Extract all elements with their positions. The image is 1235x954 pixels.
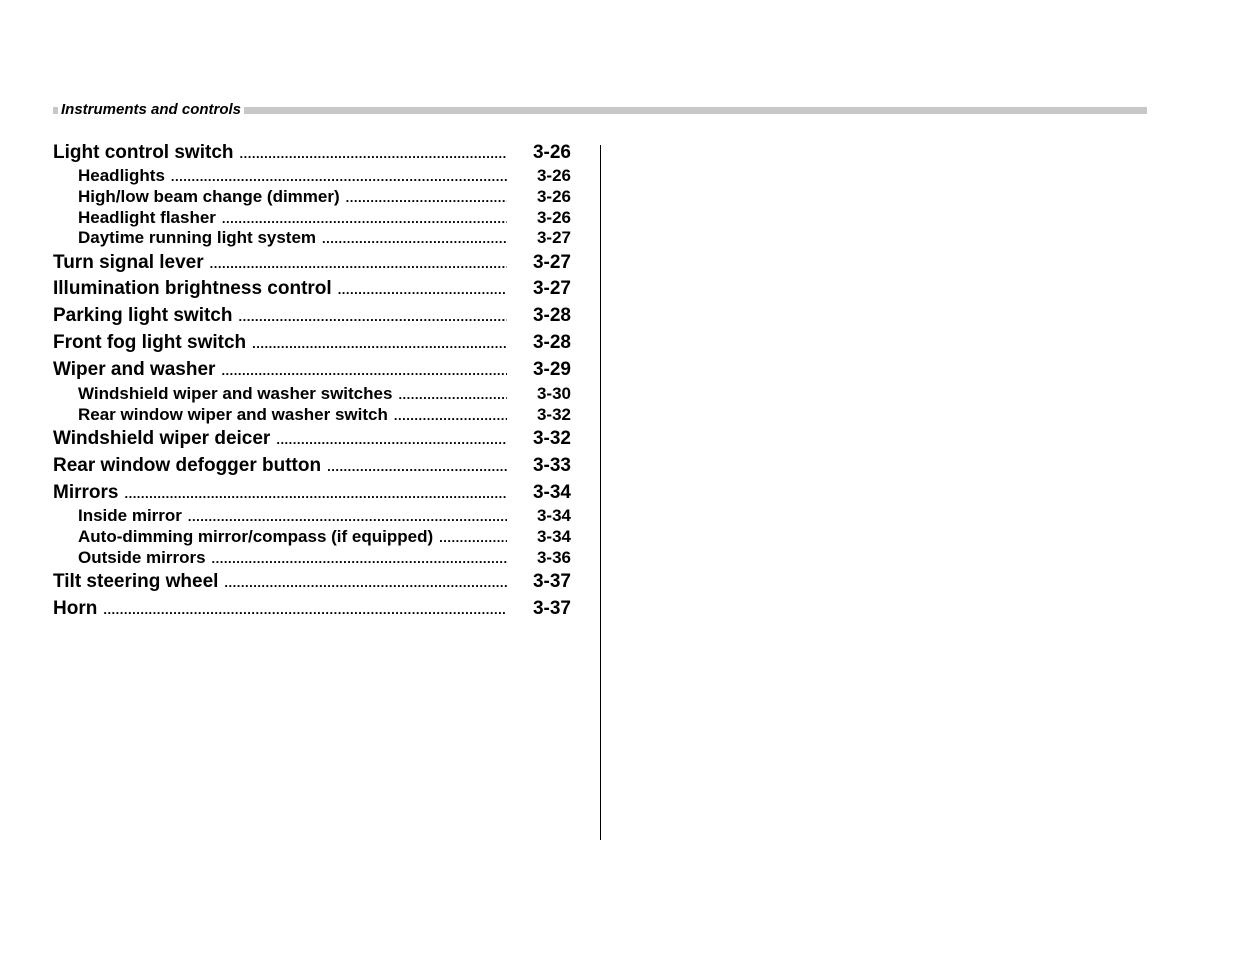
toc-entry[interactable]: [53, 405, 571, 425]
dot-leader: [221, 363, 507, 378]
toc-entry-page: 3-26: [536, 187, 571, 206]
toc-entry-page: 3-32: [536, 405, 571, 424]
toc-entry-title: Windshield wiper deicer: [53, 428, 271, 449]
toc-entry[interactable]: [53, 278, 571, 302]
toc-entry[interactable]: [53, 252, 571, 276]
toc-entry-page: 3-28: [532, 332, 571, 353]
toc-entry-title: Mirrors: [53, 482, 119, 503]
toc-entry[interactable]: [53, 187, 571, 207]
toc-entry[interactable]: [53, 548, 571, 568]
toc-entry-title: Daytime running light system: [78, 228, 317, 247]
toc-entry-page: 3-33: [532, 455, 571, 476]
toc-entry-title: Rear window wiper and washer switch: [78, 405, 388, 424]
toc-entry-page: 3-34: [536, 527, 571, 546]
toc-entry[interactable]: [53, 527, 571, 547]
toc-entry[interactable]: [53, 332, 571, 356]
toc-entry[interactable]: [53, 142, 571, 166]
toc-entry-page: 3-37: [532, 571, 571, 592]
toc-entry[interactable]: [53, 428, 571, 452]
toc-entry-title: Headlight flasher: [78, 208, 216, 227]
dot-leader: [212, 551, 507, 566]
toc-entry[interactable]: [53, 384, 571, 404]
dot-leader: [224, 575, 507, 590]
dot-leader: [322, 231, 507, 246]
toc-entry-page: 3-37: [532, 598, 571, 619]
toc-entry[interactable]: [53, 482, 571, 506]
dot-leader: [439, 530, 507, 545]
dot-leader: [394, 408, 507, 423]
toc-entry-title: Front fog light switch: [53, 332, 247, 353]
dot-leader: [222, 211, 507, 226]
toc-entry[interactable]: [53, 455, 571, 479]
dot-leader: [240, 146, 508, 161]
toc-entry-page: 3-36: [536, 548, 571, 567]
toc-entry-title: Auto-dimming mirror/compass (if equipped): [78, 527, 434, 546]
toc-entry-page: 3-28: [532, 305, 571, 326]
dot-leader: [210, 256, 507, 271]
toc-entry[interactable]: [53, 208, 571, 228]
toc-entry[interactable]: [53, 359, 571, 383]
toc-entry-title: Inside mirror: [78, 506, 182, 525]
dot-leader: [346, 190, 507, 205]
toc-entry-title: High/low beam change (dimmer): [78, 187, 340, 206]
toc-entry[interactable]: [53, 506, 571, 526]
toc-entry-page: 3-30: [536, 384, 571, 403]
toc-entry-page: 3-26: [536, 208, 571, 227]
toc-entry-title: Rear window defogger button: [53, 455, 322, 476]
dot-leader: [238, 309, 507, 324]
toc-entry-page: 3-29: [532, 359, 571, 380]
toc-entry-page: 3-26: [532, 142, 571, 163]
toc-entry-page: 3-27: [532, 278, 571, 299]
toc-entry[interactable]: [53, 228, 571, 248]
toc-entry-title: Wiper and washer: [53, 359, 216, 380]
dot-leader: [252, 336, 507, 351]
dot-leader: [188, 509, 507, 524]
toc-entry-page: 3-26: [536, 166, 571, 185]
toc-entry[interactable]: [53, 305, 571, 329]
toc-entry-title: Horn: [53, 598, 98, 619]
toc-entry-page: 3-27: [532, 252, 571, 273]
dot-leader: [103, 602, 507, 617]
section-title: Instruments and controls: [58, 101, 244, 119]
toc-entry-title: Tilt steering wheel: [53, 571, 219, 592]
toc-entry-title: Windshield wiper and washer switches: [78, 384, 393, 403]
dot-leader: [327, 459, 507, 474]
dot-leader: [338, 282, 507, 297]
toc-entry-title: Outside mirrors: [78, 548, 206, 567]
toc-entry-title: Parking light switch: [53, 305, 233, 326]
toc-entry-title: Illumination brightness control: [53, 278, 332, 299]
toc-entry-page: 3-34: [532, 482, 571, 503]
dot-leader: [171, 169, 507, 184]
toc-entry-page: 3-32: [532, 428, 571, 449]
toc-entry-title: Turn signal lever: [53, 252, 204, 273]
toc-entry-title: Headlights: [78, 166, 165, 185]
dot-leader: [124, 486, 507, 501]
toc-entry-page: 3-27: [536, 228, 571, 247]
dot-leader: [398, 387, 507, 402]
dot-leader: [276, 432, 507, 447]
toc-entry[interactable]: [53, 598, 571, 622]
toc-entry[interactable]: [53, 571, 571, 595]
toc-entry-title: Light control switch: [53, 142, 234, 163]
toc-entry[interactable]: [53, 166, 571, 186]
column-divider: [600, 145, 601, 840]
toc-entry-page: 3-34: [536, 506, 571, 525]
